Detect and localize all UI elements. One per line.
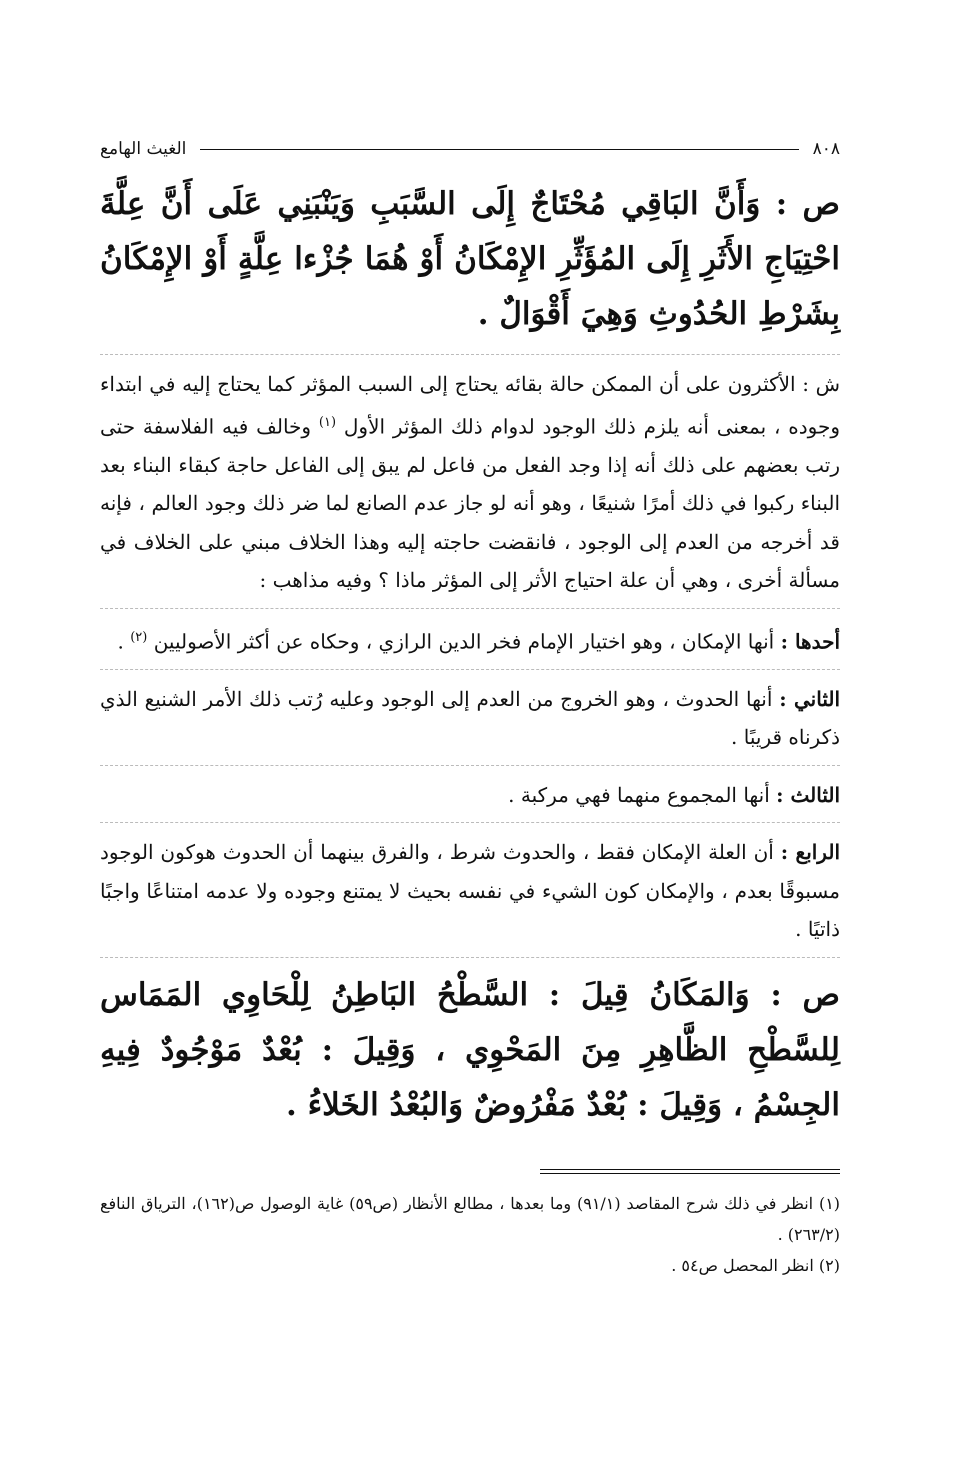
section-separator — [100, 822, 840, 823]
section-separator — [100, 608, 840, 609]
commentary-intro — [100, 365, 840, 600]
opinion-first — [100, 619, 840, 661]
opinion-second — [100, 680, 840, 757]
header-rule — [200, 149, 798, 150]
opinion-second-text: أنها الحدوث ، وهو الخروج من العدم إلى الوجود وعليه رُتب ذلك الأمر الشنيع الذي ذكرناه قريبًا . — [100, 686, 840, 750]
opinion-third-text: أنها المجموع منهما فهي مركبة . — [508, 782, 770, 807]
section-separator — [100, 957, 840, 958]
commentary-intro-continued: وخالف فيه الفلاسفة حتى رتب بعضهم على ذلك أنه إذا وجد الفعل من فاعل لم يبق إلى الفاعل حاجة كبقاء البناء بعد البناء ركبوا في ذلك أمرًا شنيعًا ، وهو أنه لو جاز عدم الصانع لما ضر ذلك وجود العالم ، فإنه قد أخرجه من العدم إلى الوجود ، فانقضت حاجته إليه وهذا الخلاف مبني على الخلاف في مسألة أخرى ، وهي أن علة احتياج الأثر إلى المؤثر ماذا ؟ وفيه مذاهب : — [100, 414, 840, 593]
footnote-rule — [540, 1169, 840, 1174]
opinion-first-text: أنها الإمكان ، وهو اختيار الإمام فخر الدين الرازي ، وحكاه عن أكثر الأصوليين — [153, 629, 775, 654]
section-separator — [100, 765, 840, 766]
matn-text-1: ص : وَأَنَّ البَاقِي مُحْتَاجٌ إِلَى السَّبَبِ وَيَنْبَنِي عَلَى أَنَّ عِلَّةَ احْتِيَاجِ الأَثَرِ إِلَى المُؤَثِّرِ الإِمْكَانُ أَوْ هُمَا جُزْءا عِلَّةٍ أَوْ الإِمْكَانُ بِشَرْطِ الحُدُوثِ وَهِيَ أَقْوَالٌ . — [100, 186, 840, 332]
page-number: ٨٠٨ — [812, 139, 840, 159]
matn-text-2: ص : وَالمَكَانُ قِيلَ : السَّطْحُ البَاطِنُ لِلْحَاوِي المَمَاس لِلسَّطْحِ الظَّاهِرِ مِنَ المَحْوِي ، وَقِيلَ : بُعْدٌ مَوْجُودٌ فِيهِ الجِسْمُ ، وَقِيلَ : بُعْدٌ مَفْرُوضٌ وَالبُعْدُ الخَلاءُ . — [100, 976, 840, 1123]
book-title: الغيث الهامع — [100, 139, 187, 159]
opinion-fourth — [100, 833, 840, 949]
opinion-third-label: الثالث : — [776, 782, 840, 807]
opinion-second-label: الثاني : — [779, 686, 840, 711]
book-page — [100, 135, 840, 1281]
commentary-intro-text: ش : الأكثرون على أن الممكن حالة بقائه يحتاج إلى السبب المؤثر كما يحتاج إليه في ابتداء وجوده ، بمعنى أنه يلزم ذلك الوجود لدوام ذلك المؤثر الأول — [100, 372, 841, 439]
opinion-first-label: أحدها : — [780, 629, 840, 654]
opinion-fourth-text: أن العلة الإمكان فقط ، والحدوث شرط ، والفرق بينهما أن الحدوث هوكون الوجود مسبوقًا بعدم ، والإمكان كون الشيء في نفسه بحيث لا يمتنع وجوده ولا عدمه امتناعًا واجبًا ذاتيًا . — [100, 840, 840, 942]
section-separator — [100, 669, 840, 670]
footnote-2: (٢) انظر المحصل ص٥٤ . — [671, 1255, 840, 1275]
footnote-1: (١) انظر في ذلك شرح المقاصد (٩١/١) وما بعدها ، مطالع الأنظار (ص٥٩) غاية الوصول ص(١٦٢)، الترياق النافع (٢٦٣/٢) . — [100, 1193, 841, 1244]
running-header — [100, 135, 840, 163]
section-separator — [100, 354, 840, 355]
opinion-third — [100, 776, 840, 815]
opinion-first-end: . — [117, 629, 124, 654]
footnote-ref-2: (٢) — [130, 629, 148, 645]
opinion-fourth-label: الرابع : — [780, 840, 840, 865]
footnote-ref-1: (١) — [318, 414, 337, 430]
